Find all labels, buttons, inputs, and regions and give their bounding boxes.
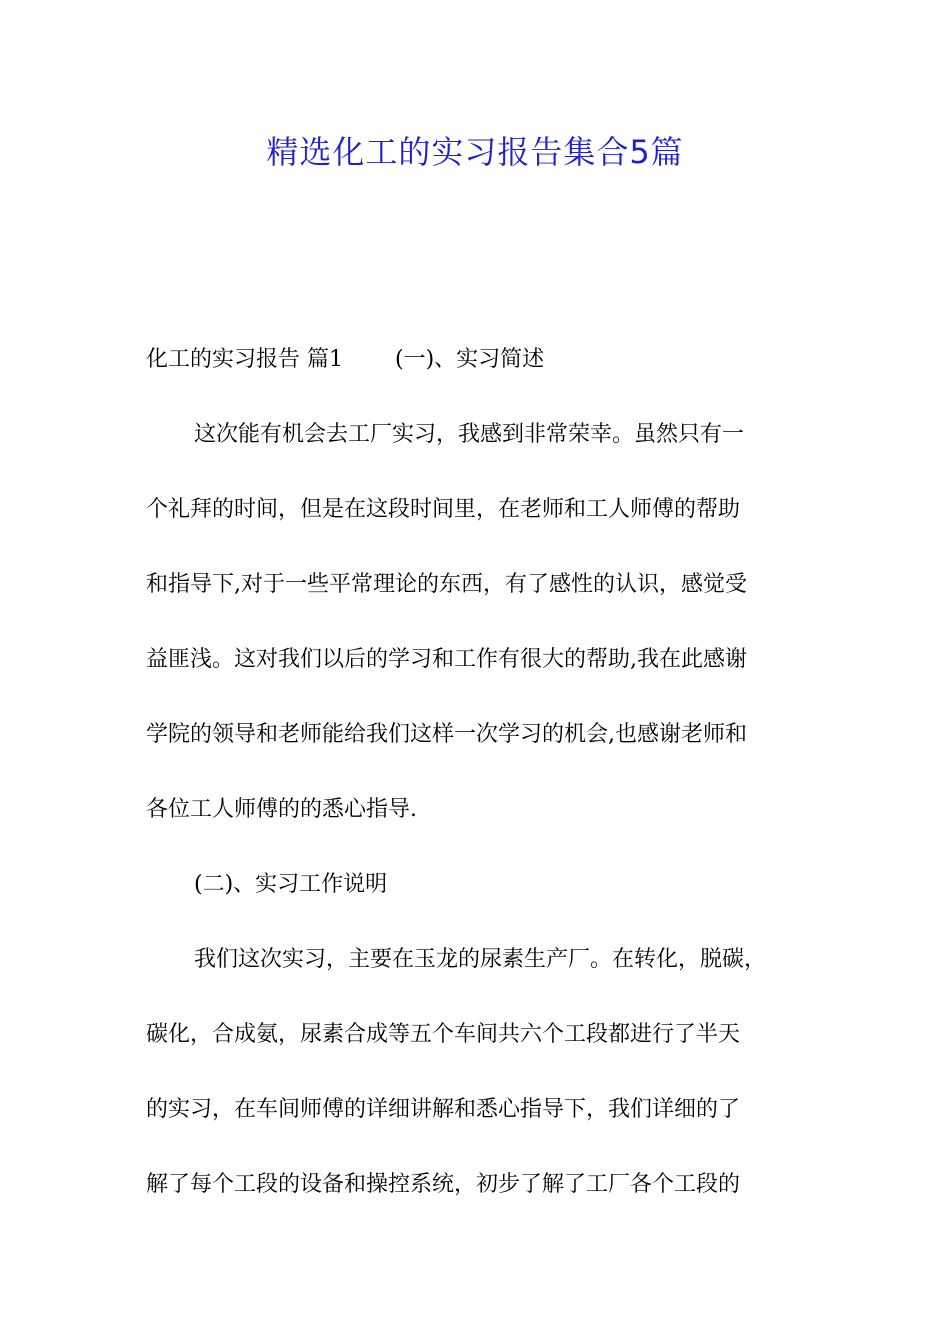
paragraph-2-line-4: 解了每个工段的设备和操控系统，初步了解了工厂各个工段的 [146, 1172, 741, 1197]
paragraph-1-line-1: 这次能有机会去工厂实习，我感到非常荣幸。虽然只有一 [194, 422, 745, 447]
paragraph-1-line-4: 益匪浅。这对我们以后的学习和工作有很大的帮助,我在此感谢 [146, 647, 747, 672]
paragraph-1-line-2: 个礼拜的时间，但是在这段时间里，在老师和工人师傅的帮助 [146, 497, 741, 522]
paragraph-1-line-6: 各位工人师傅的的悉心指导. [146, 797, 417, 822]
paragraph-2-line-1: 我们这次实习，主要在玉龙的尿素生产厂。在转化，脱碳， [194, 947, 767, 972]
paragraph-2-line-3: 的实习，在车间师傅的详细讲解和悉心指导下，我们详细的了 [146, 1097, 741, 1122]
section-heading-line [146, 336, 806, 411]
paragraph-1-line-3: 和指导下,对于一些平常理论的东西，有了感性的认识，感觉受 [146, 572, 747, 597]
paragraph-1-line-5: 学院的领导和老师能给我们这样一次学习的机会,也感谢老师和 [146, 722, 747, 747]
document-title: 精选化工的实习报告集合5篇 [266, 133, 684, 171]
section-heading: 化工的实习报告 篇1 [146, 347, 343, 372]
document-body [146, 336, 806, 1236]
paragraph-2-line-2: 碳化，合成氨，尿素合成等五个车间共六个工段都进行了半天 [146, 1022, 741, 1047]
subheading-work-description: (二)、实习工作说明 [194, 872, 388, 897]
subheading-summary: (一)、实习简述 [395, 347, 545, 372]
